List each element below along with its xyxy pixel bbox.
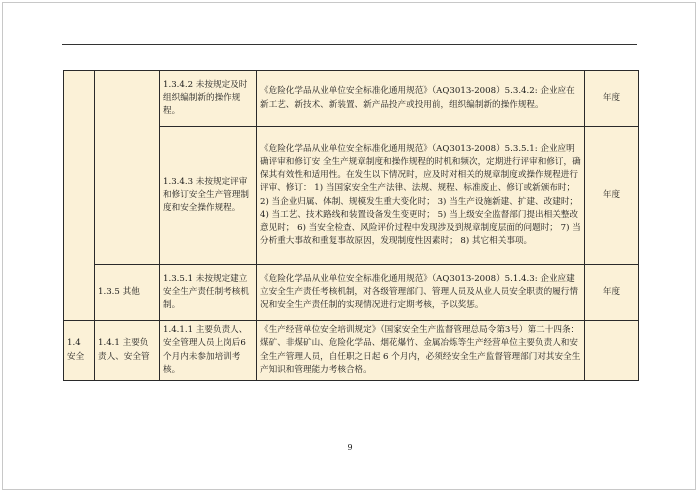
level1-cell: 1.4 安全 [64,321,95,381]
regulation-table [63,70,639,381]
level2-cell [95,71,160,265]
frequency-cell: 年度 [585,71,639,127]
basis-cell: 《危险化学品从业单位安全标准化通用规范》（AQ3013-2008）5.1.4.3: 企业应建立安全生产责任考核机制，对各级管理部门、管理人员及从业人员安全职责的履行情况和安全生产责任制的实现情况进行定期考核，予以奖惩。 [257,265,585,321]
item-cell: 1.3.5.1 未按规定建立安全生产责任制考核机制。 [160,265,257,321]
table-row [64,71,639,127]
table-row [64,321,639,381]
basis-cell: 《危险化学品从业单位安全标准化通用规范》（AQ3013-2008）5.3.4.2: 企业应在新工艺、新技术、新装置、新产品投产或投用前，组织编制新的操作规程。 [257,71,585,127]
basis-cell: 《生产经营单位安全培训规定》（国家安全生产监督管理总局令第3号）第二十四条：煤矿、非煤矿山、危险化学品、烟花爆竹、金属冶炼等生产经营单位主要负责人和安全生产管理人员，自任职之日起 6 个月内，必须经安全生产监督管理部门对其安全生产知识和管理能力考核合格。 [257,321,585,381]
frequency-cell: 年度 [585,127,639,265]
item-cell: 1.3.4.2 未按规定及时组织编制新的操作规程。 [160,71,257,127]
header-rule [62,44,637,45]
item-cell: 1.3.4.3 未按规定评审和修订安全生产管理制度和安全操作规程。 [160,127,257,265]
level2-cell: 1.3.5 其他 [95,265,160,321]
frequency-cell [585,321,639,381]
item-cell: 1.4.1.1 主要负责人、安全管理人员上岗后6个月内未参加培训考核。 [160,321,257,381]
table-row [64,265,639,321]
basis-cell: 《危险化学品从业单位安全标准化通用规范》（AQ3013-2008）5.3.5.1: 企业应明确评审和修订安 全生产规章制度和操作规程的时机和频次，定期进行评审和修订，确保其有效性和适用性。在发生以下情况时，应及时对相关的规章制度或操作规程进行评审、修订： 1) 当国家安全生产法律、法规、规程、标准废止、修订或新颁布时； 2) 当企业归属、体制、规模发生重大变化时； 3) 当生产设施新建、扩建、改建时； 4) 当工艺、技术路线和装置设备发生变更时； 5) 当上级安全监督部门提出相关整改意见时； 6) 当安全检查、风险评价过程中发现涉及到规章制度层面的问题时； 7) 当分析重大事故和重复事故原因，发现制度性因素时； 8) 其它相关事项。 [257,127,585,265]
frequency-cell: 年度 [585,265,639,321]
level1-cell [64,71,95,321]
level2-cell: 1.4.1 主要负责人、安全管 [95,321,160,381]
page-number: 9 [347,443,353,452]
